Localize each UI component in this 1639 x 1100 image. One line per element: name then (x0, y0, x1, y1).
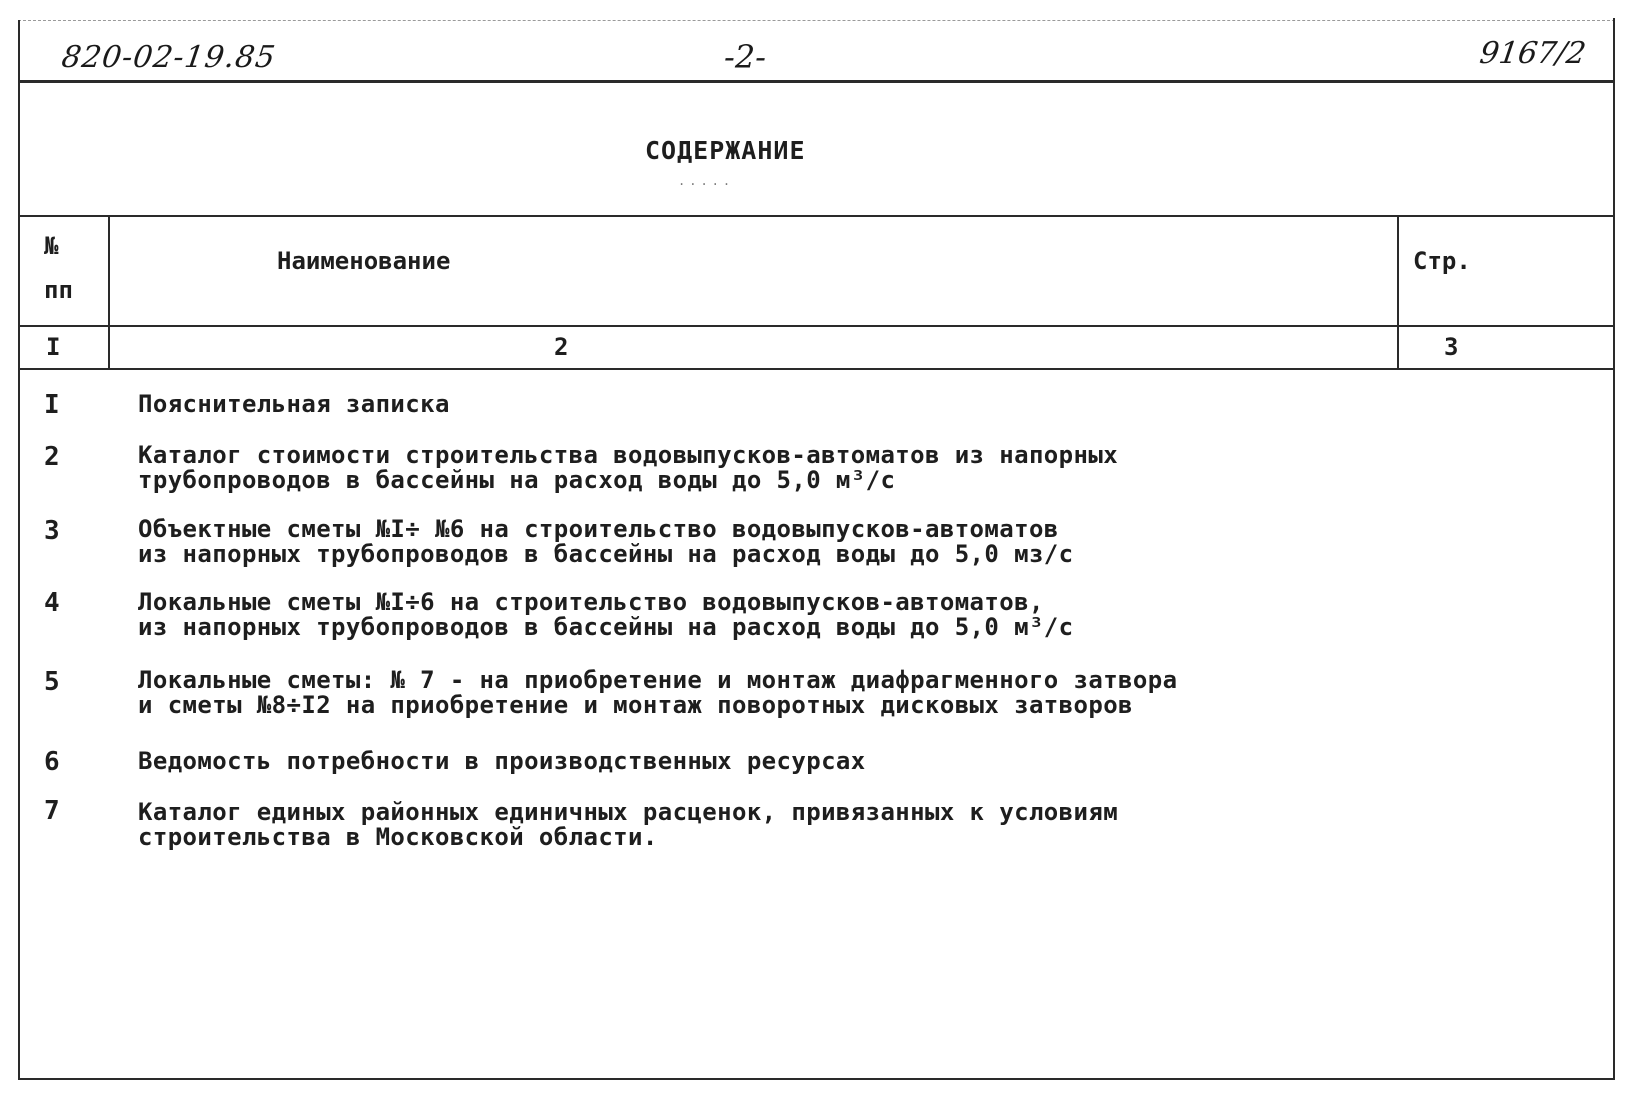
page-title: СОДЕРЖАНИЕ (645, 136, 806, 165)
item-line: Каталог единых районных единичных расценок, привязанных к условиям (138, 798, 1119, 826)
table-col1-divider (108, 215, 110, 369)
table-header-divider (18, 325, 1615, 327)
item-text (138, 443, 1118, 493)
item-number: 4 (44, 588, 60, 618)
header-col-number-3: 3 (1444, 333, 1459, 361)
item-line: из напорных трубопроводов в бассейны на расход воды до 5,0 м³/с (138, 613, 1074, 641)
title-dots: ..... (678, 174, 735, 188)
page-number: -2- (724, 38, 766, 76)
document-code: 820-02-19.85 (59, 40, 279, 75)
item-text (138, 590, 1074, 640)
item-text (138, 517, 1074, 567)
item-number: 6 (44, 747, 60, 777)
item-text (138, 392, 450, 417)
item-line: Ведомость потребности в производственных ресурсах (138, 747, 866, 775)
item-text (138, 800, 1118, 850)
item-line: Локальные сметы №I÷6 на строительство водовыпусков-автоматов, (138, 588, 1044, 616)
item-line: и сметы №8÷I2 на приобретение и монтаж поворотных дисковых затворов (138, 691, 1133, 719)
item-line: Локальные сметы: № 7 - на приобретение и монтаж диафрагменного затвора (138, 666, 1178, 694)
header-page: Стр. (1413, 247, 1471, 275)
header-col-number-2: 2 (554, 333, 569, 361)
item-number: 2 (44, 442, 60, 472)
header-no-symbol: № (44, 232, 59, 260)
frame-right-border (1613, 18, 1615, 1080)
stamp-divider-line (18, 80, 1615, 83)
item-number: 5 (44, 667, 60, 697)
frame-top-border (18, 20, 1615, 21)
item-line: строительства в Московской области. (138, 823, 658, 851)
item-line: трубопроводов в бассейны на расход воды до 5,0 м³/с (138, 466, 896, 494)
frame-bottom-border (18, 1078, 1615, 1080)
item-number: I (44, 390, 60, 420)
item-text (138, 668, 1177, 718)
inventory-number: 9167/2 (1477, 36, 1589, 71)
frame-left-border (18, 20, 20, 1080)
header-col-number-1: I (46, 333, 61, 361)
item-line: из напорных трубопроводов в бассейны на расход воды до 5,0 мз/с (138, 540, 1074, 568)
item-text (138, 749, 866, 774)
item-number: 3 (44, 516, 60, 546)
header-no-pp: пп (44, 276, 73, 304)
header-name: Наименование (277, 247, 451, 275)
item-line: Объектные сметы №I÷ №6 на строительство водовыпусков-автоматов (138, 515, 1059, 543)
item-line: Каталог стоимости строительства водовыпусков-автоматов из напорных (138, 441, 1119, 469)
item-line: Пояснительная записка (138, 390, 450, 418)
table-col3-divider (1397, 215, 1399, 369)
table-number-row-bottom (18, 368, 1615, 370)
item-number: 7 (44, 796, 60, 826)
table-top-line (18, 215, 1615, 217)
